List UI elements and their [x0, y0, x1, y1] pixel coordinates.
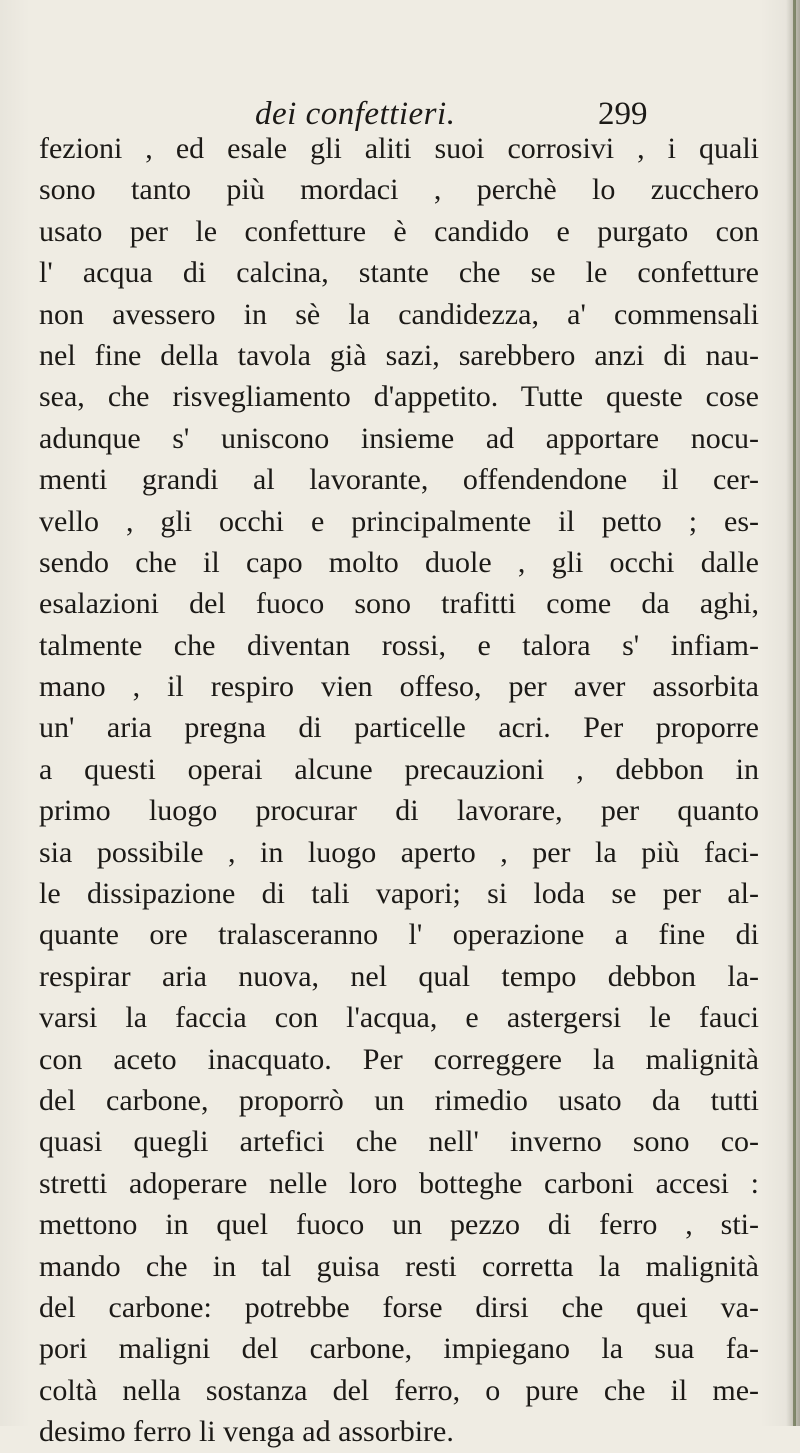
running-title: dei confettieri. — [255, 96, 456, 132]
text-line: quasi quegli artefici che nell' inverno sono co- — [39, 1125, 759, 1159]
text-line-last: desimo ferro li venga ad assorbire. — [39, 1415, 454, 1449]
text-line: sono tanto più mordaci , perchè lo zucchero — [39, 173, 759, 207]
text-line: vello , gli occhi e principalmente il petto ; es- — [39, 504, 759, 538]
text-line: sendo che il capo molto duole , gli occhi dalle — [39, 545, 759, 579]
page-number: 299 — [598, 96, 648, 132]
text-line: stretti adoperare nelle loro botteghe carboni accesi : — [39, 1166, 759, 1200]
text-line: mettono in quel fuoco un pezzo di ferro , sti- — [39, 1208, 759, 1242]
body-text — [39, 128, 759, 1453]
text-line: le dissipazione di tali vapori; si loda se per al- — [39, 877, 759, 911]
text-line: nel fine della tavola già sazi, sarebbero anzi di nau- — [39, 338, 759, 372]
text-line: del carbone, proporrò un rimedio usato da tutti — [39, 1083, 759, 1117]
text-line: a questi operai alcune precauzioni , debbon in — [39, 752, 759, 786]
text-line: quante ore tralasceranno l' operazione a fine di — [39, 918, 759, 952]
text-line: varsi la faccia con l'acqua, e astergersi le fauci — [39, 1001, 759, 1035]
text-line: con aceto inacquato. Per correggere la malignità — [39, 1042, 759, 1076]
text-line: esalazioni del fuoco sono trafitti come da aghi, — [39, 587, 759, 621]
text-line: non avessero in sè la candidezza, a' commensali — [39, 297, 759, 331]
text-line: primo luogo procurar di lavorare, per quanto — [39, 794, 759, 828]
text-line: un' aria pregna di particelle acri. Per proporre — [39, 711, 759, 745]
text-line: l' acqua di calcina, stante che se le confetture — [39, 256, 759, 290]
text-line: pori maligni del carbone, impiegano la sua fa- — [39, 1332, 759, 1366]
text-line: del carbone: potrebbe forse dirsi che quei va- — [39, 1290, 759, 1324]
text-line: sea, che risvegliamento d'appetito. Tutte queste cose — [39, 380, 759, 414]
text-line: adunque s' uniscono insieme ad apportare nocu- — [39, 421, 759, 455]
text-line: fezioni , ed esale gli aliti suoi corrosivi , i quali — [39, 132, 759, 165]
text-line: respirar aria nuova, nel qual tempo debbon la- — [39, 959, 759, 993]
text-line: mano , il respiro vien offeso, per aver assorbita — [39, 670, 759, 704]
text-line: talmente che diventan rossi, e talora s' infiam- — [39, 628, 759, 662]
text-line: usato per le confetture è candido e purgato con — [39, 214, 759, 248]
page-edge-line — [793, 0, 796, 1426]
text-line: sia possibile , in luogo aperto , per la più faci- — [39, 835, 759, 869]
text-line: menti grandi al lavorante, offendendone il cer- — [39, 463, 759, 497]
text-line: mando che in tal guisa resti corretta la malignità — [39, 1249, 759, 1283]
text-line: coltà nella sostanza del ferro, o pure che il me- — [39, 1373, 759, 1407]
